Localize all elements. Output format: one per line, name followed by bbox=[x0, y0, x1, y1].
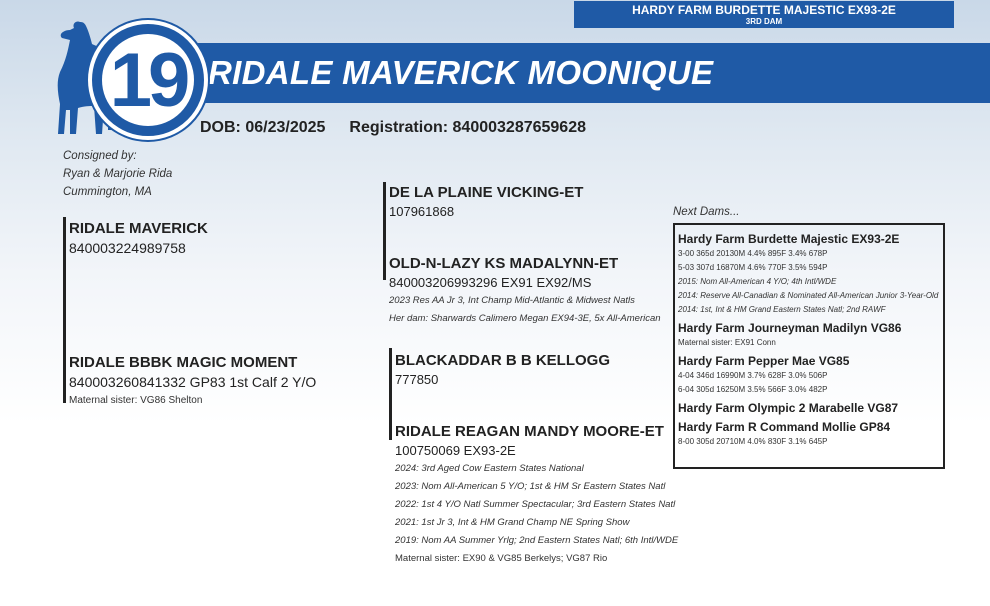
third-dam-label: 3RD DAM bbox=[745, 17, 783, 26]
sire-sire-reg: 107961868 bbox=[389, 204, 455, 219]
sire-dam-bracket bbox=[63, 217, 66, 403]
next-dam-record: 6-04 305d 16250M 3.5% 566F 3.0% 482P bbox=[678, 385, 828, 394]
next-dam-award: 2014: 1st, Int & HM Grand Eastern States Natl; 2nd RAWF bbox=[678, 305, 886, 314]
dob-registration-line bbox=[200, 119, 610, 137]
sire-name: RIDALE MAVERICK bbox=[69, 220, 208, 237]
next-dam-item bbox=[678, 231, 940, 317]
lot-number: 19 bbox=[109, 38, 187, 123]
sire-dam-name: OLD-N-LAZY KS MADALYNN-ET bbox=[389, 255, 619, 272]
consignor-names: Ryan & Marjorie Rida bbox=[63, 168, 173, 180]
sire-dam-note: 2023 Res AA Jr 3, Int Champ Mid-Atlantic & Midwest Natls bbox=[389, 295, 635, 306]
dam-note: Maternal sister: VG86 Shelton bbox=[69, 395, 203, 406]
next-dam-item bbox=[678, 400, 940, 416]
sire-block bbox=[69, 220, 208, 256]
next-dam-name: Hardy Farm Burdette Majestic EX93-2E bbox=[678, 232, 900, 246]
registration: Registration: 840003287659628 bbox=[349, 119, 586, 136]
sire-side-bracket bbox=[383, 182, 386, 280]
dam-dam-note: 2019: Nom AA Summer Yrlg; 2nd Eastern States Natl; 6th Intl/WDE bbox=[395, 535, 679, 546]
dam-side-bracket bbox=[389, 348, 392, 440]
next-dam-record: 4-04 346d 16990M 3.7% 628F 3.0% 506P bbox=[678, 371, 828, 380]
sire-dam-block bbox=[389, 255, 661, 328]
dam-sire-name: BLACKADDAR B B KELLOGG bbox=[395, 352, 610, 369]
dam-dam-note: 2021: 1st Jr 3, Int & HM Grand Champ NE Spring Show bbox=[395, 517, 630, 528]
next-dam-record: 3-00 365d 20130M 4.4% 895F 3.4% 678P bbox=[678, 249, 828, 258]
dam-name: RIDALE BBBK MAGIC MOMENT bbox=[69, 354, 298, 371]
next-dam-item bbox=[678, 320, 940, 350]
next-dam-name: Hardy Farm Olympic 2 Marabelle VG87 bbox=[678, 401, 899, 415]
next-dams-box bbox=[673, 223, 945, 469]
next-dam-item bbox=[678, 353, 940, 397]
dam-dam-reg: 100750069 EX93-2E bbox=[395, 443, 516, 458]
next-dam-record: 5-03 307d 16870M 4.6% 770F 3.5% 594P bbox=[678, 263, 828, 272]
animal-name: RIDALE MAVERICK MOONIQUE bbox=[208, 54, 714, 91]
consignor-block bbox=[63, 147, 172, 201]
dam-block bbox=[69, 354, 316, 406]
sire-dam-reg: 840003206993296 EX91 EX92/MS bbox=[389, 275, 592, 290]
consignor-label: Consigned by: bbox=[63, 150, 137, 162]
next-dam-name: Hardy Farm Journeyman Madilyn VG86 bbox=[678, 321, 902, 335]
sire-sire-block bbox=[389, 184, 583, 219]
lot-number-badge bbox=[88, 20, 208, 140]
dam-dam-note: 2022: 1st 4 Y/O Natl Summer Spectacular; 3rd Eastern States Natl bbox=[395, 499, 676, 510]
consignor-location: Cummington, MA bbox=[63, 186, 152, 198]
dam-sire-block bbox=[395, 352, 610, 387]
dam-dam-note: 2023: Nom All-American 5 Y/O; 1st & HM Sr Eastern States Natl bbox=[395, 481, 666, 492]
next-dam-award: 2015: Nom All-American 4 Y/O; 4th Intl/WDE bbox=[678, 277, 837, 286]
next-dam-item bbox=[678, 419, 940, 449]
dob: DOB: 06/23/2025 bbox=[200, 119, 326, 136]
next-dam-name: Hardy Farm Pepper Mae VG85 bbox=[678, 354, 850, 368]
next-dam-record: Maternal sister: EX91 Conn bbox=[678, 338, 776, 347]
next-dam-record: 8-00 305d 20710M 4.0% 830F 3.1% 645P bbox=[678, 437, 828, 446]
sire-reg: 840003224989758 bbox=[69, 240, 186, 256]
dam-reg: 840003260841332 GP83 1st Calf 2 Y/O bbox=[69, 374, 317, 390]
next-dam-award: 2014: Reserve All-Canadian & Nominated All-American Junior 3-Year-Old bbox=[678, 291, 939, 300]
third-dam-banner bbox=[574, 1, 954, 28]
next-dams-label: Next Dams... bbox=[673, 206, 740, 218]
sire-sire-name: DE LA PLAINE VICKING-ET bbox=[389, 184, 584, 201]
dam-dam-note: 2024: 3rd Aged Cow Eastern States National bbox=[395, 463, 584, 474]
next-dam-name: Hardy Farm R Command Mollie GP84 bbox=[678, 420, 891, 434]
sire-dam-note: Her dam: Sharwards Calimero Megan EX94-3E, 5x All-American bbox=[389, 313, 661, 324]
dam-dam-maternal: Maternal sister: EX90 & VG85 Berkelys; VG87 Rio bbox=[395, 553, 608, 564]
third-dam-name: HARDY FARM BURDETTE MAJESTIC EX93-2E bbox=[632, 3, 896, 17]
dam-dam-name: RIDALE REAGAN MANDY MOORE-ET bbox=[395, 423, 664, 440]
dam-sire-reg: 777850 bbox=[395, 372, 439, 387]
dam-dam-block bbox=[395, 423, 678, 568]
